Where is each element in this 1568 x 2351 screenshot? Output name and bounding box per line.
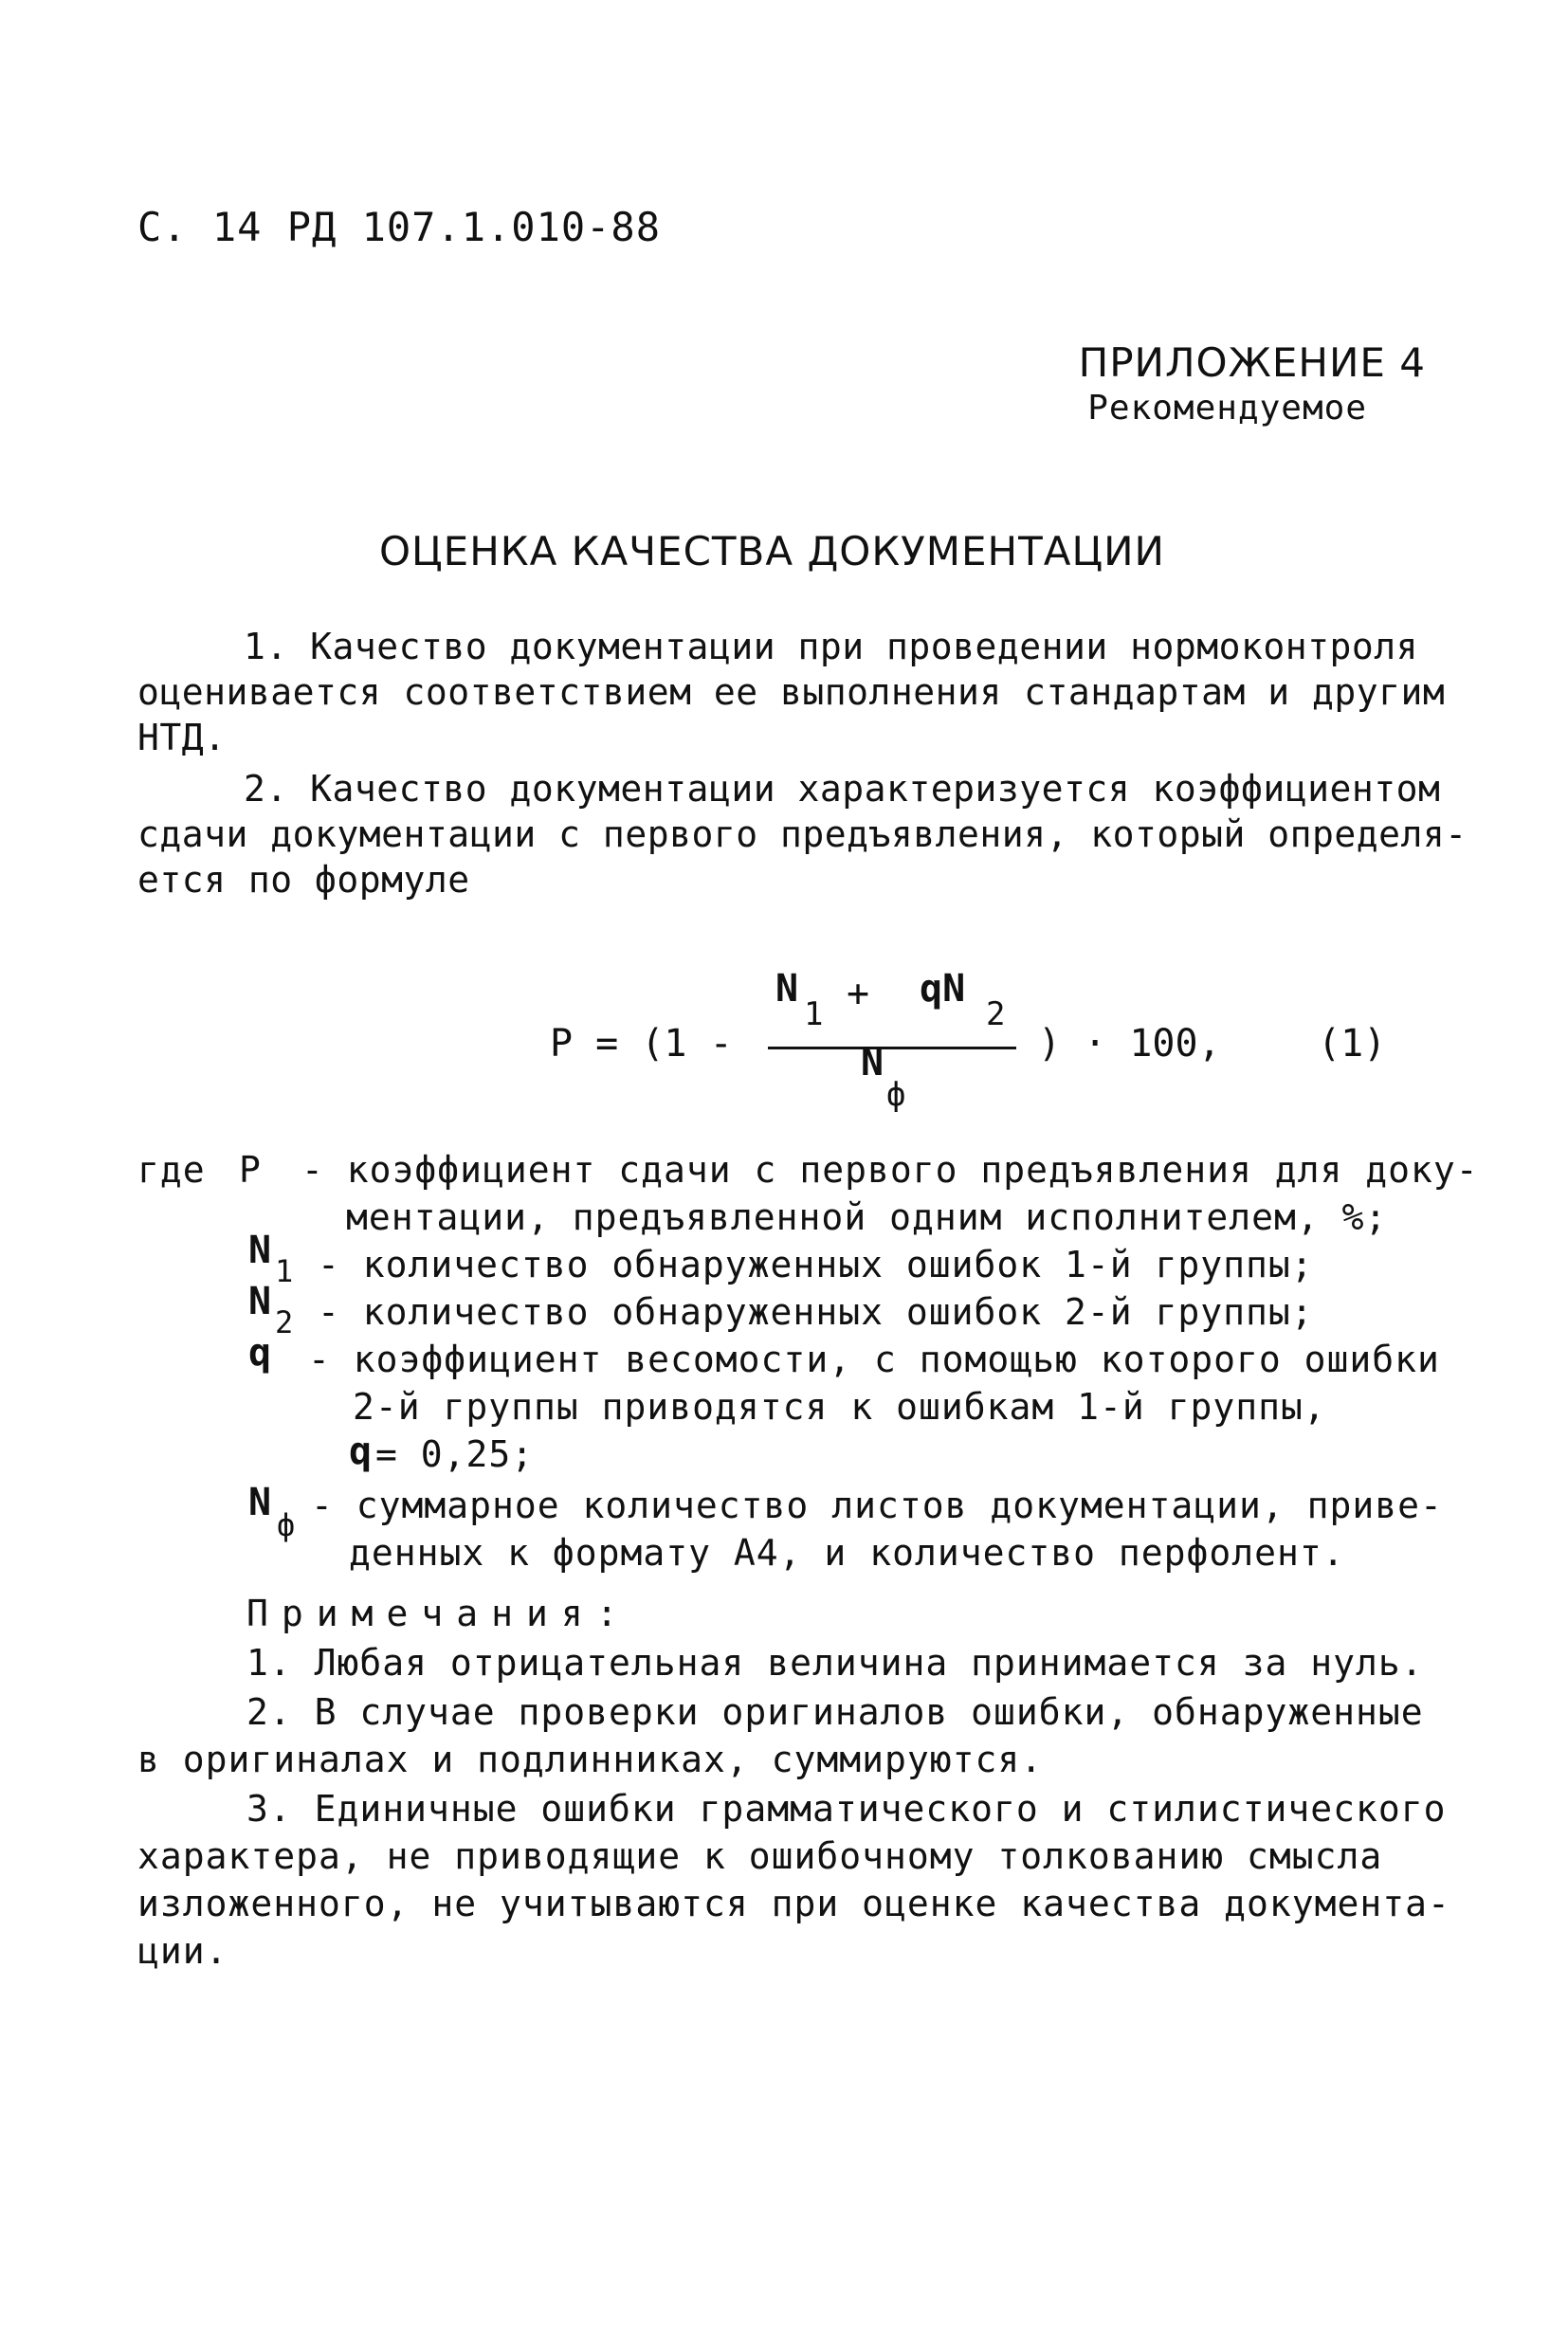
p-def-line-2: ментации, предъявленной одним исполнителем, %; bbox=[346, 1196, 1388, 1238]
note-1: 1. Любая отрицательная величина принимается за нуль. bbox=[246, 1642, 1424, 1684]
n2-def: - количество обнаруженных ошибок 2-й группы; bbox=[318, 1291, 1314, 1333]
nf-def-line-1: - суммарное количество листов документации, приве- bbox=[311, 1485, 1443, 1526]
formula-num-n-sub: 1 bbox=[804, 995, 824, 1033]
formula-num-n: N bbox=[775, 967, 799, 1011]
symbol-n1: N bbox=[248, 1229, 272, 1272]
q-def-line-1: - коэффициент весомости, с помощью которого ошибки bbox=[308, 1339, 1440, 1380]
appendix-subtitle: Рекомендуемое bbox=[1087, 389, 1367, 428]
p-def-line-1: - коэффициент сдачи с первого предъявления для доку- bbox=[301, 1149, 1479, 1191]
formula-den-n-sub: ф bbox=[886, 1076, 906, 1114]
formula-lhs: P = (1 - bbox=[550, 1022, 733, 1066]
appendix-title: ПРИЛОЖЕНИЕ 4 bbox=[1078, 339, 1426, 386]
symbol-p: P bbox=[239, 1149, 262, 1191]
symbol-q: q bbox=[248, 1331, 272, 1375]
symbol-nf-sub: ф bbox=[277, 1507, 296, 1543]
formula-den-n: N bbox=[861, 1041, 884, 1084]
paragraph-1-line-3: НТД. bbox=[137, 717, 227, 758]
note-2-line-2: в оригиналах и подлинниках, суммируются. bbox=[137, 1739, 1044, 1780]
paragraph-2-line-2: сдачи документации с первого предъявления, который определя- bbox=[137, 813, 1468, 855]
formula-rhs: ) · 100, bbox=[1038, 1022, 1221, 1066]
paragraph-2-line-3: ется по формуле bbox=[137, 859, 470, 901]
q-def-line-2: 2-й группы приводятся к ошибкам 1-й группы, bbox=[353, 1386, 1326, 1428]
q-value: = 0,25; bbox=[375, 1433, 535, 1475]
q-value-symbol: q bbox=[349, 1430, 373, 1473]
paragraph-1 bbox=[137, 624, 1445, 760]
note-3-line-4: ции. bbox=[137, 1930, 228, 1972]
symbol-nf: N bbox=[248, 1481, 272, 1524]
n1-def: - количество обнаруженных ошибок 1-й группы; bbox=[318, 1244, 1314, 1285]
note-3-line-2: характера, не приводящие к ошибочному толкованию смысла bbox=[137, 1835, 1383, 1877]
nf-def-line-2: денных к формату А4, и количество перфолент. bbox=[349, 1532, 1345, 1574]
paragraph-1-line-1: 1. Качество документации при проведении нормоконтроля bbox=[244, 626, 1419, 667]
formula-plus: + bbox=[847, 972, 870, 1015]
paragraph-2-line-1: 2. Качество документации характеризуется коэффициентом bbox=[244, 768, 1441, 810]
note-2-line-1: 2. В случае проверки оригиналов ошибки, обнаруженные bbox=[246, 1691, 1424, 1733]
document-title: ОЦЕНКА КАЧЕСТВА ДОКУМЕНТАЦИИ bbox=[379, 528, 1165, 574]
symbol-n1-sub: 1 bbox=[275, 1253, 294, 1289]
notes-title: Примечания: bbox=[246, 1593, 631, 1634]
formula-num-qn: qN bbox=[920, 967, 966, 1011]
symbol-n2-sub: 2 bbox=[275, 1304, 294, 1340]
symbol-n2: N bbox=[248, 1280, 272, 1323]
formula-number: (1) bbox=[1318, 1022, 1387, 1066]
fraction-line bbox=[768, 1047, 1016, 1049]
where-label: где bbox=[137, 1149, 206, 1191]
paragraph-2 bbox=[137, 766, 1468, 902]
paragraph-1-line-2: оценивается соответствием ее выполнения стандартам и другим bbox=[137, 671, 1446, 713]
note-3-line-3: изложенного, не учитываются при оценке качества документа- bbox=[137, 1883, 1450, 1924]
formula-num-qn-sub: 2 bbox=[986, 995, 1006, 1033]
page-header: С. 14 РД 107.1.010-88 bbox=[137, 204, 662, 250]
note-3-line-1: 3. Единичные ошибки грамматического и стилистического bbox=[246, 1788, 1447, 1830]
